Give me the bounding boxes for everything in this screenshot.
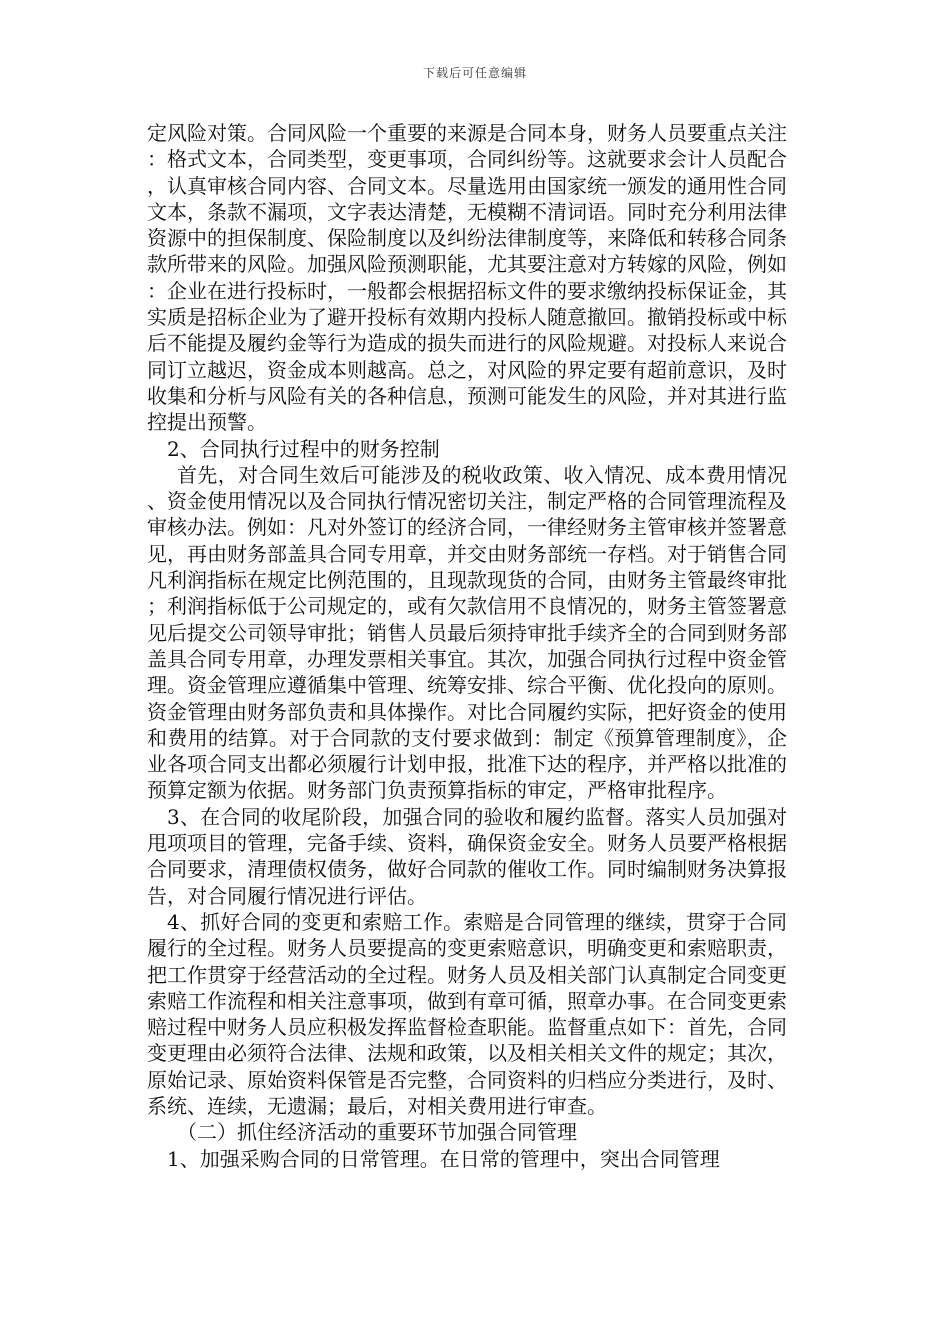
heading-contract-execution-control: 2、合同执行过程中的财务控制 xyxy=(167,436,440,461)
page-header: 下载后可任意编辑 xyxy=(422,66,527,80)
document-body xyxy=(147,120,787,1172)
paragraph-procurement-contracts: 1、加强采购合同的日常管理。在日常的管理中，突出合同管理 xyxy=(167,1146,720,1171)
paragraph-execution-control: 首先，对合同生效后可能涉及的税收政策、收入情况、成本费用情况、资金使用情况以及合同执行情况密切关注，制定严格的合同管理流程及审核办法。例如：凡对外签订的经济合同，一律经财务主管审核并签署意见，再由财务部盖具合同专用章，并交由财务部统一存档。对于销售合同凡利润指标在规定比例范围的，且现款现货的合同，由财务主管最终审批；利润指标低于公司规定的，或有欠款信用不良情况的，财务主管签署意见后提交公司领导审批；销售人员最后须持审批手续齐全的合同到财务部盖具合同专用章，办理发票相关事宜。其次，加强合同执行过程中资金管理。资金管理应遵循集中管理、统筹安排、综合平衡、优化投向的原则。资金管理由财务部负责和具体操作。对比合同履约实际，把好资金的使用和费用的结算。对于合同款的支付要求做到：制定《预算管理制度》，企业各项合同支出都必须履行计划申报，批准下达的程序，并严格以批准的预算定额为依据。财务部门负责预算指标的审定，严格审批程序。 xyxy=(147,462,787,803)
paragraph-risk-countermeasures: 定风险对策。合同风险一个重要的来源是合同本身，财务人员要重点关注：格式文本，合同类型，变更事项，合同纠纷等。这就要求会计人员配合，认真审核合同内容、合同文本。尽量选用由国家统一颁发的通用性合同文本，条款不漏项，文字表达清楚，无模糊不清词语。同时充分利用法律资源中的担保制度、保险制度以及纠纷法律制度等，来降低和转移合同条款所带来的风险。加强风险预测职能，尤其要注意对方转嫁的风险，例如：企业在进行投标时，一般都会根据招标文件的要求缴纳投标保证金，其实质是招标企业为了避开投标有效期内投标人随意撤回。撤销投标或中标后不能提及履约金等行为造成的损失而进行的风险规避。对投标人来说合同订立越迟，资金成本则越高。总之，对风险的界定要有超前意识，及时收集和分析与风险有关的各种信息，预测可能发生的风险，并对其进行监控提出预警。 xyxy=(147,121,787,435)
paragraph-change-and-claims: 4、抓好合同的变更和索赔工作。索赔是合同管理的继续，贯穿于合同履行的全过程。财务人员要提高的变更索赔意识，明确变更和索赔职责，把工作贯穿于经营活动的全过程。财务人员及相关部门认真制定合同变更索赔工作流程和相关注意事项，做到有章可循，照章办事。在合同变更索赔过程中财务人员应积极发挥监督检查职能。监督重点如下：首先，合同变更理由必须符合法律、法规和政策，以及相关相关文件的规定；其次，原始记录、原始资料保管是否完整，合同资料的归档应分类进行，及时、系统、连续，无遗漏；最后，对相关费用进行审查。 xyxy=(147,909,787,1118)
heading-key-links-management: （二）抓住经济活动的重要环节加强合同管理 xyxy=(177,1120,577,1145)
paragraph-closing-stage: 3、在合同的收尾阶段，加强合同的验收和履约监督。落实人员加强对甩项项目的管理，完备手续、资料，确保资金安全。财务人员要严格根据合同要求，清理债权债务，做好合同款的催收工作。同时编制财务决算报告，对合同履行情况进行评估。 xyxy=(147,804,787,908)
